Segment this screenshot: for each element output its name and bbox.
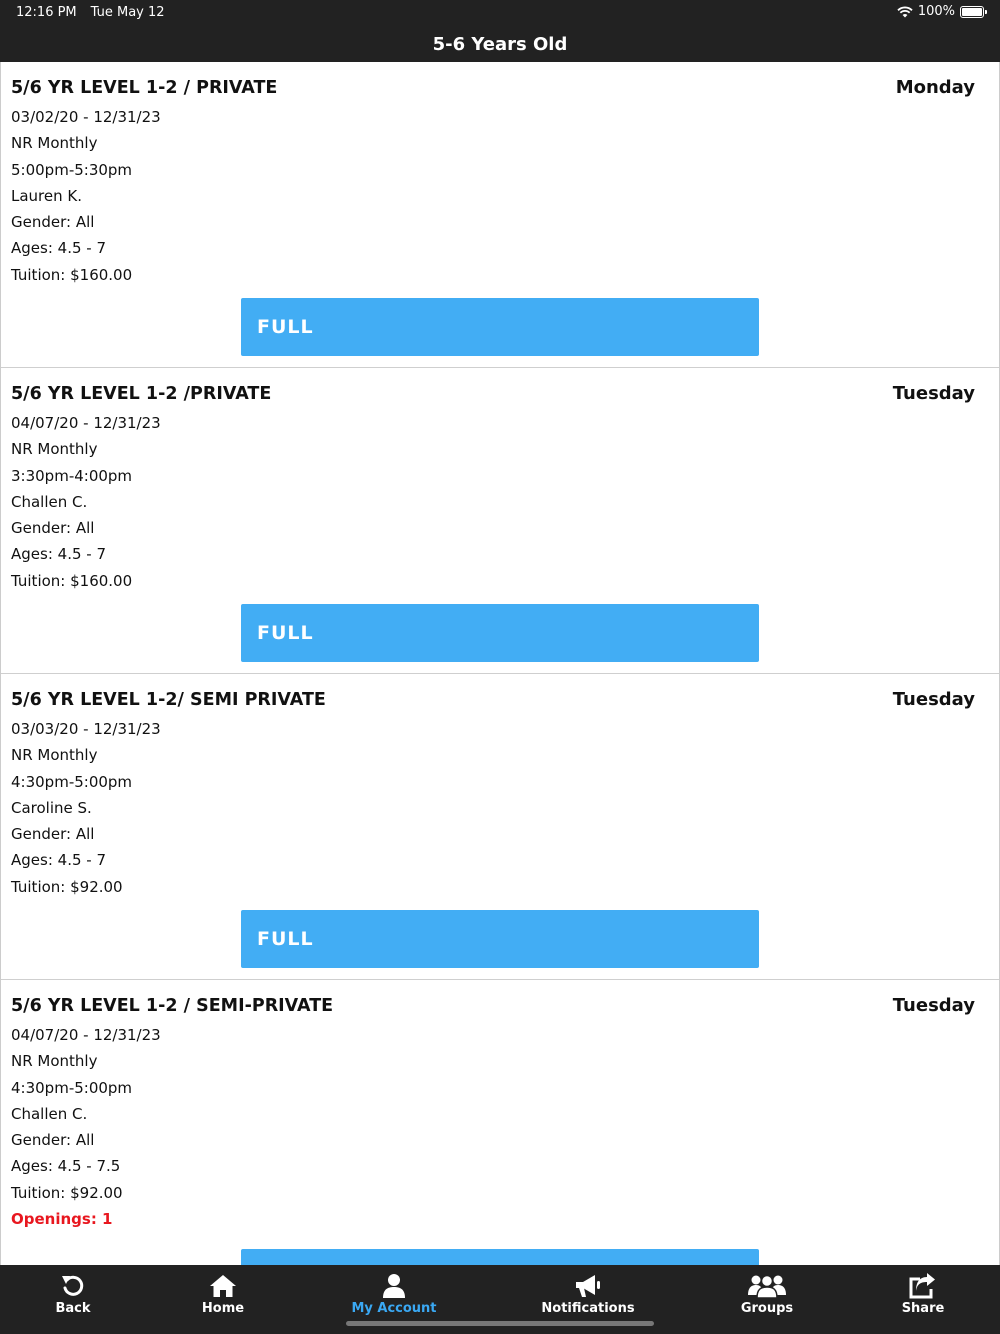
full-button[interactable]: FULL bbox=[241, 910, 759, 968]
home-icon bbox=[209, 1273, 237, 1299]
class-day: Monday bbox=[895, 77, 975, 98]
tab-label: My Account bbox=[351, 1301, 437, 1316]
class-ages: Ages: 4.5 - 7 bbox=[11, 239, 106, 258]
class-openings: Openings: 1 bbox=[11, 1210, 113, 1229]
class-day: Tuesday bbox=[892, 995, 975, 1016]
class-card bbox=[1, 368, 999, 674]
class-tuition: Tuition: $92.00 bbox=[11, 877, 123, 896]
class-list[interactable] bbox=[0, 62, 1000, 1265]
login-to-view-button[interactable] bbox=[241, 1249, 759, 1265]
class-title: 5/6 YR LEVEL 1-2 / SEMI-PRIVATE bbox=[11, 996, 334, 1016]
class-dates: 03/03/20 - 12/31/23 bbox=[11, 720, 161, 738]
status-date: Tue May 12 bbox=[90, 5, 165, 20]
groups-icon bbox=[747, 1273, 787, 1299]
class-card bbox=[1, 674, 999, 980]
class-title: 5/6 YR LEVEL 1-2 /PRIVATE bbox=[11, 384, 272, 404]
megaphone-icon bbox=[573, 1273, 603, 1299]
tab-my-account[interactable] bbox=[319, 1273, 469, 1316]
nav-bar bbox=[0, 24, 1000, 62]
class-ages: Ages: 4.5 - 7.5 bbox=[11, 1157, 121, 1176]
class-card bbox=[1, 62, 999, 368]
class-tuition: Tuition: $160.00 bbox=[11, 571, 133, 590]
battery-level bbox=[962, 8, 982, 16]
class-title: 5/6 YR LEVEL 1-2 / PRIVATE bbox=[11, 78, 278, 98]
status-time: 12:16 PM bbox=[16, 5, 77, 20]
class-time: 4:30pm-5:00pm bbox=[11, 1078, 133, 1097]
class-billing: NR Monthly bbox=[11, 746, 98, 765]
tab-label: Notifications bbox=[541, 1301, 635, 1316]
full-button[interactable]: FULL bbox=[241, 298, 759, 356]
status-bar bbox=[0, 0, 1000, 24]
class-ages: Ages: 4.5 - 7 bbox=[11, 545, 106, 564]
tab-label: Share bbox=[901, 1301, 945, 1316]
user-icon bbox=[380, 1273, 408, 1299]
battery-percent: 100% bbox=[917, 4, 955, 19]
class-gender: Gender: All bbox=[11, 213, 95, 232]
class-gender: Gender: All bbox=[11, 825, 95, 844]
class-ages: Ages: 4.5 - 7 bbox=[11, 851, 106, 870]
share-icon bbox=[908, 1273, 938, 1299]
class-time: 4:30pm-5:00pm bbox=[11, 772, 133, 791]
class-dates: 04/07/20 - 12/31/23 bbox=[11, 1026, 161, 1044]
tab-label: Home bbox=[201, 1301, 245, 1316]
tab-share[interactable] bbox=[848, 1273, 998, 1316]
tab-notifications[interactable] bbox=[513, 1273, 663, 1316]
class-day: Tuesday bbox=[892, 383, 975, 404]
class-billing: NR Monthly bbox=[11, 440, 98, 459]
wifi-icon bbox=[897, 6, 913, 18]
class-time: 3:30pm-4:00pm bbox=[11, 466, 133, 485]
class-instructor: Lauren K. bbox=[11, 186, 83, 205]
class-billing: NR Monthly bbox=[11, 1052, 98, 1071]
tab-back[interactable] bbox=[0, 1273, 148, 1316]
class-dates: 03/02/20 - 12/31/23 bbox=[11, 108, 161, 126]
class-day: Tuesday bbox=[892, 689, 975, 710]
tab-groups[interactable] bbox=[692, 1273, 842, 1316]
page-title: 5-6 Years Old bbox=[432, 34, 568, 55]
class-tuition: Tuition: $92.00 bbox=[11, 1183, 123, 1202]
class-instructor: Caroline S. bbox=[11, 798, 92, 817]
full-button[interactable]: FULL bbox=[241, 604, 759, 662]
back-icon bbox=[60, 1273, 86, 1299]
tab-label: Groups bbox=[740, 1301, 794, 1316]
class-time: 5:00pm-5:30pm bbox=[11, 160, 133, 179]
class-tuition: Tuition: $160.00 bbox=[11, 265, 133, 284]
class-card bbox=[1, 980, 999, 1265]
class-dates: 04/07/20 - 12/31/23 bbox=[11, 414, 161, 432]
class-gender: Gender: All bbox=[11, 519, 95, 538]
class-gender: Gender: All bbox=[11, 1131, 95, 1150]
class-title: 5/6 YR LEVEL 1-2/ SEMI PRIVATE bbox=[11, 690, 326, 710]
home-indicator bbox=[346, 1321, 654, 1326]
class-instructor: Challen C. bbox=[11, 1104, 88, 1123]
tab-home[interactable] bbox=[148, 1273, 298, 1316]
class-instructor: Challen C. bbox=[11, 492, 88, 511]
tab-label: Back bbox=[55, 1301, 91, 1316]
battery-icon bbox=[960, 6, 984, 18]
class-billing: NR Monthly bbox=[11, 134, 98, 153]
